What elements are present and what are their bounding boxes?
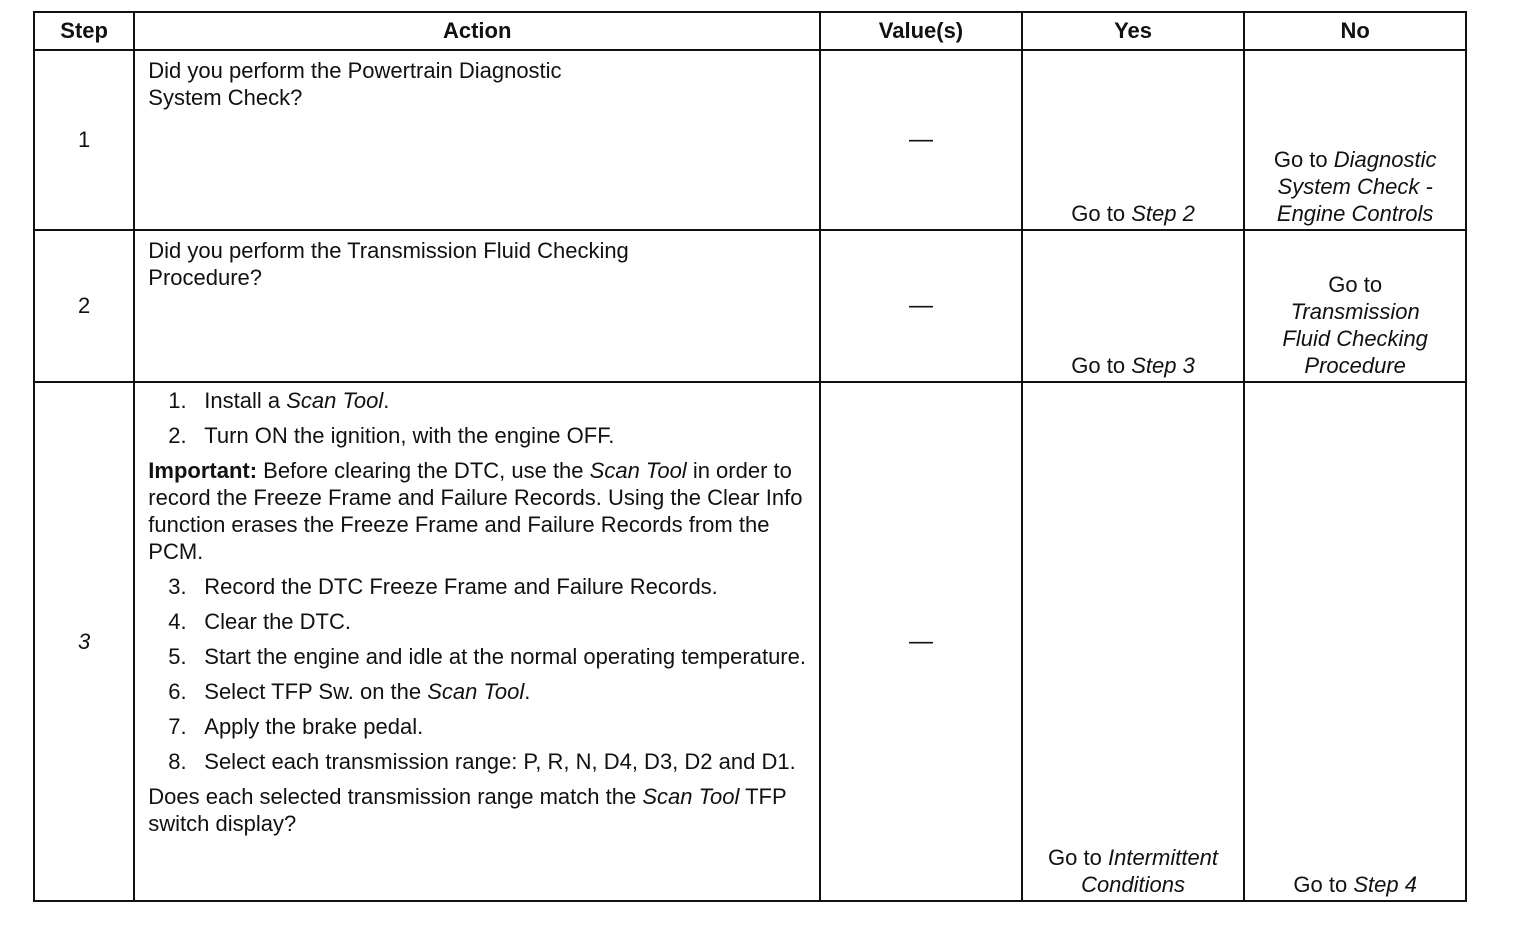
no-link[interactable]: Procedure	[1304, 353, 1406, 378]
no-cell	[1244, 230, 1466, 382]
question-emphasis: Scan Tool	[642, 784, 740, 809]
step-list-a	[148, 387, 809, 449]
no-link[interactable]: Fluid Checking	[1282, 326, 1428, 351]
important-note	[148, 457, 809, 565]
list-item-text: Record the DTC Freeze Frame and Failure Records.	[204, 574, 718, 599]
list-item	[148, 678, 809, 705]
list-item-text: Install a	[204, 388, 287, 413]
no-cell	[1244, 50, 1466, 230]
yes-link[interactable]: Step 2	[1131, 201, 1195, 226]
yes-link[interactable]: Step 3	[1131, 353, 1195, 378]
list-item-text: Apply the brake pedal.	[204, 714, 424, 739]
header-step: Step	[34, 12, 134, 50]
important-label: Important:	[148, 458, 258, 483]
list-item-number: 8.	[168, 749, 187, 774]
question-part: Does each selected transmission range match the	[148, 784, 643, 809]
action-line: Did you perform the Transmission Fluid Checking	[148, 238, 629, 263]
list-item-text: Clear the DTC.	[204, 609, 351, 634]
action-line: Procedure?	[148, 265, 263, 290]
list-item	[148, 643, 809, 670]
list-item-text: Turn ON the ignition, with the engine OFF.	[204, 423, 615, 448]
important-emphasis: Scan Tool	[589, 458, 687, 483]
header-action: Action	[134, 12, 820, 50]
value-cell: —	[820, 230, 1022, 382]
yes-cell	[1022, 230, 1245, 382]
table-row-step-3	[34, 382, 1466, 901]
diagnostic-table	[33, 11, 1467, 902]
header-values: Value(s)	[820, 12, 1022, 50]
list-item-number: 6.	[168, 679, 187, 704]
step-number: 1	[34, 50, 134, 230]
list-item	[148, 713, 809, 740]
no-prefix: Go to	[1273, 147, 1328, 172]
question-text	[148, 783, 809, 837]
no-link[interactable]: Step 4	[1353, 872, 1417, 897]
list-item-emphasis: Scan Tool	[427, 679, 525, 704]
list-item-text: .	[524, 679, 531, 704]
no-prefix: Go to	[1328, 272, 1383, 297]
action-cell	[134, 230, 820, 382]
action-cell	[134, 50, 820, 230]
list-item-number: 1.	[168, 388, 187, 413]
value-cell: —	[820, 382, 1022, 901]
no-prefix: Go to	[1293, 872, 1348, 897]
list-item	[148, 748, 809, 775]
yes-link[interactable]: Intermittent	[1107, 845, 1219, 870]
action-line: System Check?	[148, 85, 303, 110]
yes-cell	[1022, 382, 1245, 901]
step-list-b	[148, 573, 809, 775]
action-cell	[134, 382, 820, 901]
list-item-number: 7.	[168, 714, 187, 739]
yes-prefix: Go to	[1048, 845, 1102, 870]
header-row	[34, 12, 1466, 50]
yes-prefix: Go to	[1071, 353, 1126, 378]
value-cell: —	[820, 50, 1022, 230]
list-item	[148, 573, 809, 600]
yes-prefix: Go to	[1071, 201, 1126, 226]
list-item-text: .	[383, 388, 390, 413]
list-item-number: 5.	[168, 644, 187, 669]
list-item-number: 2.	[168, 423, 187, 448]
list-item-text: Select TFP Sw. on the	[204, 679, 428, 704]
no-link[interactable]: Diagnostic	[1333, 147, 1437, 172]
list-item-emphasis: Scan Tool	[286, 388, 384, 413]
step-number: 2	[34, 230, 134, 382]
table-row-step-1	[34, 50, 1466, 230]
list-item-number: 3.	[168, 574, 187, 599]
list-item-text: Select each transmission range: P, R, N, D4, D3, D2 and D1.	[204, 749, 796, 774]
yes-cell	[1022, 50, 1245, 230]
yes-link[interactable]: Conditions	[1081, 872, 1186, 897]
no-cell	[1244, 382, 1466, 901]
question-part: TFP switch display?	[148, 784, 787, 836]
no-link[interactable]: Transmission	[1290, 299, 1420, 324]
step-number: 3	[34, 382, 134, 901]
header-yes: Yes	[1022, 12, 1245, 50]
list-item	[148, 387, 809, 414]
list-item	[148, 422, 809, 449]
table-row-step-2	[34, 230, 1466, 382]
important-text: in order to record the Freeze Frame and Failure Records. Using the Clear Info function erases the Freeze Frame and Failure Records from the PCM.	[148, 458, 803, 564]
header-no: No	[1244, 12, 1466, 50]
action-line: Did you perform the Powertrain Diagnostic	[148, 58, 562, 83]
list-item	[148, 608, 809, 635]
list-item-number: 4.	[168, 609, 187, 634]
no-link[interactable]: System Check -	[1277, 174, 1433, 199]
no-link[interactable]: Engine Controls	[1276, 201, 1434, 226]
list-item-text: Start the engine and idle at the normal operating temperature.	[204, 644, 806, 669]
important-text: Before clearing the DTC, use the	[257, 458, 590, 483]
